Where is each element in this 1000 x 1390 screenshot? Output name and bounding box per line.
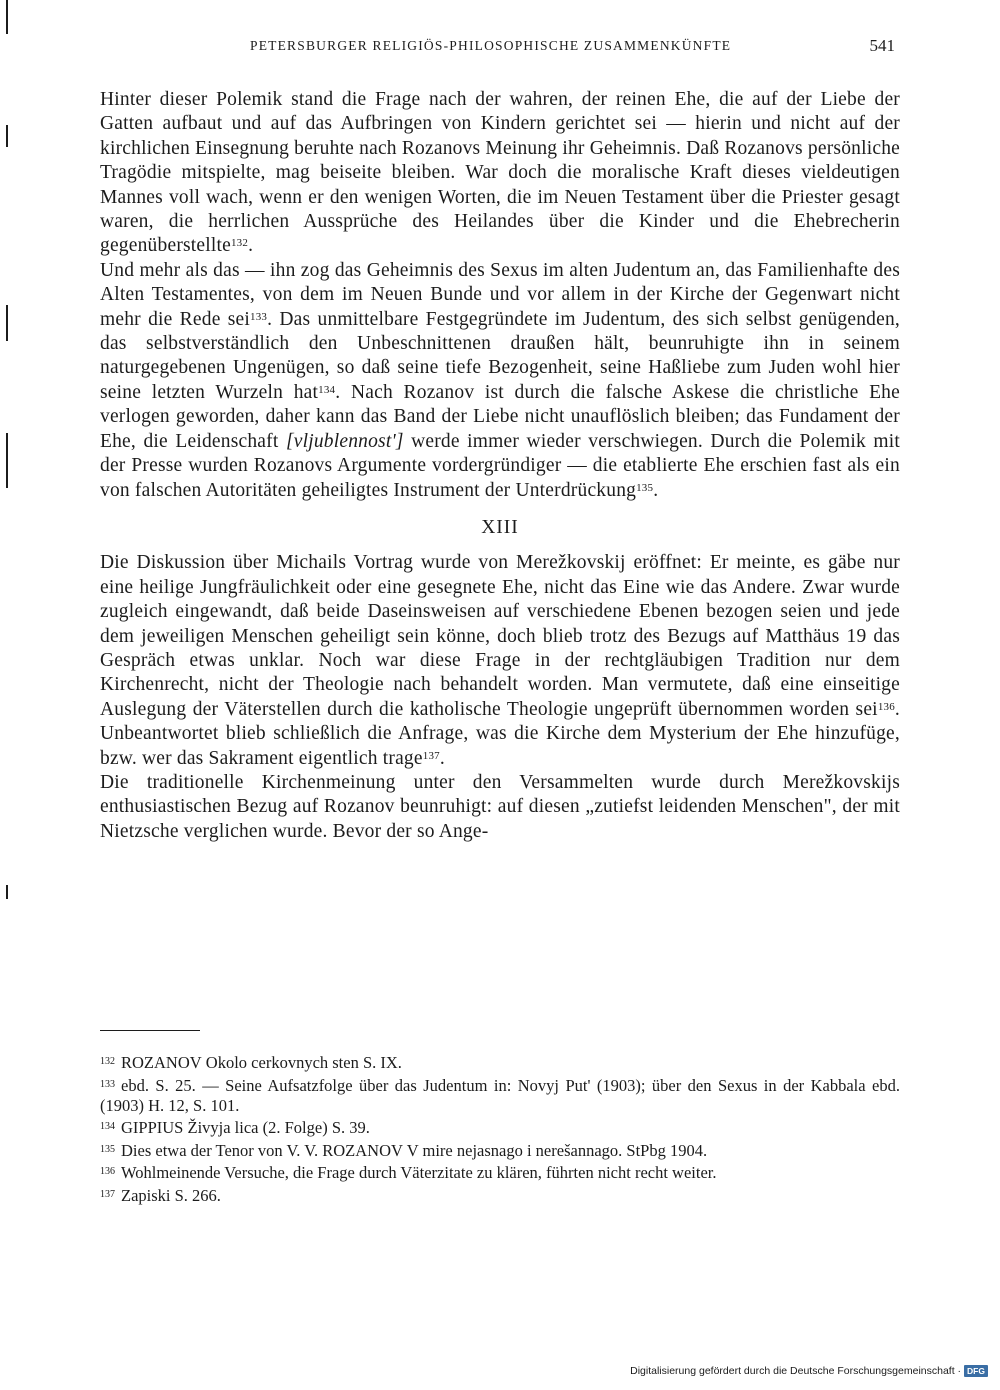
footnote-ref: 133 [250, 310, 268, 323]
margin-mark [6, 125, 8, 147]
footnote-text: Okolo cerkovnych sten S. IX. [201, 1053, 402, 1072]
text-run: . Das unmittelbare Festgegründete im Judentum, des sich selbst genügenden, das selbstverständlich den Unbeschnittenen draußen hält, beunruhigte ihn in seinem naturgegebenen Ungenügen, so daß seine tiefe Bezogenheit, seine Haßliebe zum Juden wohl hier seine letzten Wurzeln hat [100, 308, 900, 403]
running-head: PETERSBURGER RELIGIÖS-PHILOSOPHISCHE ZUSAMMENKÜNFTE [250, 38, 732, 53]
footnote [100, 1141, 900, 1161]
text-run: Hinter dieser Polemik stand die Frage nach der wahren, der reinen Ehe, die auf der Liebe der Gatten aufbaut und auf das Aufbringen von Kindern gerichtet sei — hierin und nicht auf der kirchlichen Einsegnung beruhte nach Rozanovs Meinung ihr Geheimnis. Daß Rozanovs persönliche Tragödie mitspielte, mag beiseite bleiben. War doch die moralische Kraft dieses vieldeutigen Mannes voll wach, wenn er den wenigen Worten, die im Neuen Testament über die Priester gesagt waren, die herrlichen Aussprüche des Heilandes über die Kinder und die Ehebrecherin gegenüberstellte [100, 89, 900, 257]
margin-mark [6, 885, 8, 899]
section-heading: XIII [481, 516, 519, 538]
footnote [100, 1163, 900, 1183]
footnote-ref: 134 [318, 383, 336, 396]
footnote-number: 134 [100, 1121, 115, 1132]
russian-term: [vljublennost'] [285, 430, 404, 452]
margin-mark [6, 433, 8, 488]
body-text [100, 88, 900, 844]
paragraph: Die traditionelle Kirchenmeinung unter den Versammelten wurde durch Merežkovskijs enthusiastischen Bezug auf Rozanov beunruhigt: auf diesen „zutiefst leidenden Menschen", der mit Nietzsche verglichen wurde. Bevor der so Ange- [100, 771, 900, 842]
footnote-number: 137 [100, 1188, 115, 1200]
footnote-number: 132 [100, 1056, 115, 1067]
text-run: Und mehr als das — ihn zog das Geheimnis des Sexus im alten Judentum an, das Familienhafte des Alten Testamentes, von dem im Neuen Bunde und vor allem in der Kirche der Gegenwart nicht mehr die Rede sei [100, 259, 900, 330]
footnote [100, 1118, 900, 1138]
footnote [100, 1053, 900, 1073]
footnote-text: V mire nejasnago i nerešannago. StPbg 1904. [402, 1140, 708, 1160]
text-run: . [653, 479, 659, 501]
footnote-number: 135 [100, 1143, 115, 1155]
footnote-author: ROZANOV [121, 1053, 202, 1072]
footnote-text: Živyja lica (2. Folge) S. 39. [183, 1118, 370, 1137]
footnote-author: GIPPIUS [121, 1118, 184, 1137]
text-run: Die Diskussion über Michails Vortrag wurde von Merežkovskij eröffnet: Er meinte, es gäbe nur eine heilige Jungfräulichkeit oder eine gesegnete Ehe, nicht das Eine wie das Andere. Zwar wurde zugleich eingewandt, daß beide Daseinsweisen auf verschiedene Ebenen bezogen seien und jede dem jeweiligen Menschen geheiligt sein könne, doch blieb trotz des Bezugs auf Matthäus 19 das Gespräch etwas unklar. Noch war diese Frage in der rechtgläubigen Tradition nur dem Kirchenrecht, nicht der Theologie nach behandelt worden. Man vermutete, daß eine einseitige Auslegung der Väterstellen durch die katholische Theologie ungeprüft übernommen worden sei [100, 552, 900, 720]
footnote-text: Zapiski S. 266. [121, 1185, 221, 1205]
footnote-text: ebd. S. 25. — Seine Aufsatzfolge über das Judentum in: Novyj Put' (1903); über den Sexus in der Kabbala ebd. (1903) H. 12, S. 101. [100, 1075, 900, 1115]
footnote-number: 133 [100, 1078, 115, 1090]
footnote [100, 1186, 900, 1206]
footnote-ref: 136 [877, 700, 895, 713]
text-run: werde immer wieder verschwiegen. Durch die Polemik mit der Presse wurden Rozanovs Argumente vordergründiger — die etablierte Ehe erschien fast als ein von falschen Autoritäten geheiligtes Instrument der Unterdrückung [100, 430, 900, 501]
paragraph [100, 551, 900, 771]
footnote-number: 136 [100, 1166, 115, 1177]
footnote-text: Dies etwa der Tenor von V. V. [121, 1140, 323, 1160]
footnote-ref: 132 [230, 237, 249, 250]
footnote-divider [100, 1030, 200, 1031]
dfg-credit [630, 1365, 988, 1377]
footnote-ref: 135 [636, 481, 654, 494]
page-number: 541 [869, 36, 895, 55]
text-run: . Unbeantwortet blieb schließlich die Anfrage, was die Kirche dem Mysterium der Ehe hinzufüge, bzw. wer das Sakrament eigentlich trage [100, 698, 900, 769]
text-run: . Nach Rozanov ist durch die falsche Askese die christliche Ehe verlogen geworden, daher kann das Band der Liebe nicht unauflöslich bleiben; das Fundament der Ehe, die Leidenschaft [100, 381, 900, 452]
footnote-ref: 137 [422, 749, 440, 762]
margin-mark [6, 305, 8, 341]
footnotes [100, 1053, 900, 1208]
text-run: . [439, 747, 445, 769]
text-run: . [248, 235, 254, 257]
credit-text: Digitalisierung gefördert durch die Deutsche Forschungsgemeinschaft · [630, 1365, 962, 1377]
paragraph [100, 259, 900, 503]
margin-mark [6, 0, 8, 34]
page-header [250, 38, 895, 60]
footnote-text: Wohlmeinende Versuche, die Frage durch Väterzitate zu klären, führten nicht recht weiter. [121, 1163, 717, 1182]
footnote-author: ROZANOV [322, 1140, 403, 1160]
dfg-logo: DFG [964, 1365, 988, 1377]
footnote [100, 1076, 900, 1116]
paragraph [100, 88, 900, 259]
